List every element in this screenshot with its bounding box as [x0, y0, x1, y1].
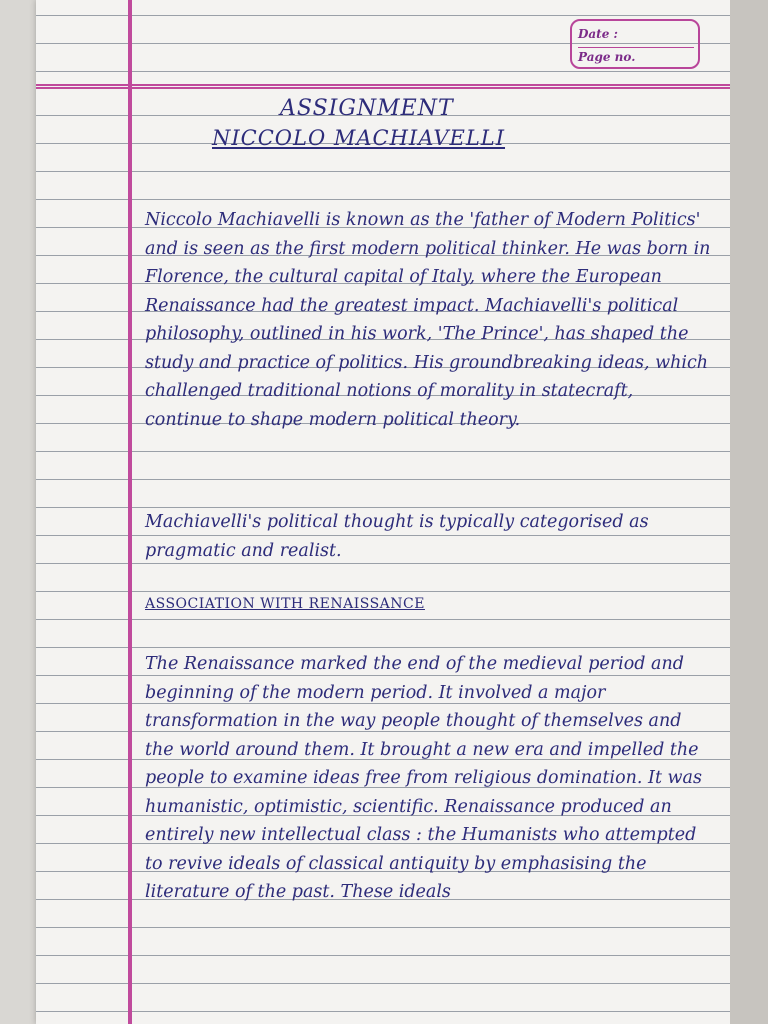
assignment-subtitle: NICCOLO MACHIAVELLI: [212, 126, 506, 150]
paragraph-thought: Machiavelli's political thought is typically categorised as pragmatic and realist.: [145, 512, 649, 561]
vertical-margin-line: [128, 0, 132, 1024]
date-page-box: [570, 19, 700, 69]
paragraph-intro: Niccolo Machiavelli is known as the 'father of Modern Politics' and is seen as the first modern political thinker. He was born in Florence, the cultural capital of Italy, where the European Renaissance had the greatest impact. Machiavelli's political philosophy, outlined in his work, 'The Prince', has shaped the study and practice of politics. His groundbreaking ideas, which challenged traditional notions of morality in statecraft, continue to shape modern political theory.: [145, 210, 711, 430]
section-heading: ASSOCIATION WITH RENAISSANCE: [145, 596, 425, 612]
page-edge: [730, 0, 768, 1024]
page-number-label: Page no.: [578, 50, 636, 64]
paragraph-renaissance: The Renaissance marked the end of the medieval period and beginning of the modern period. It involved a major transformation in the way people thought of themselves and the world around them. It brought a new era and impelled the people to examine ideas free from religious domination. It was humanistic, optimistic, scientific. Renaissance produced an entirely new intellectual class : the Humanists who attempted to revive ideals of classical antiquity by emphasising the literature of the past. These ideals: [145, 654, 702, 902]
date-label: Date :: [578, 25, 694, 48]
horizontal-margin-line: [36, 84, 730, 89]
assignment-title: ASSIGNMENT: [280, 96, 454, 121]
